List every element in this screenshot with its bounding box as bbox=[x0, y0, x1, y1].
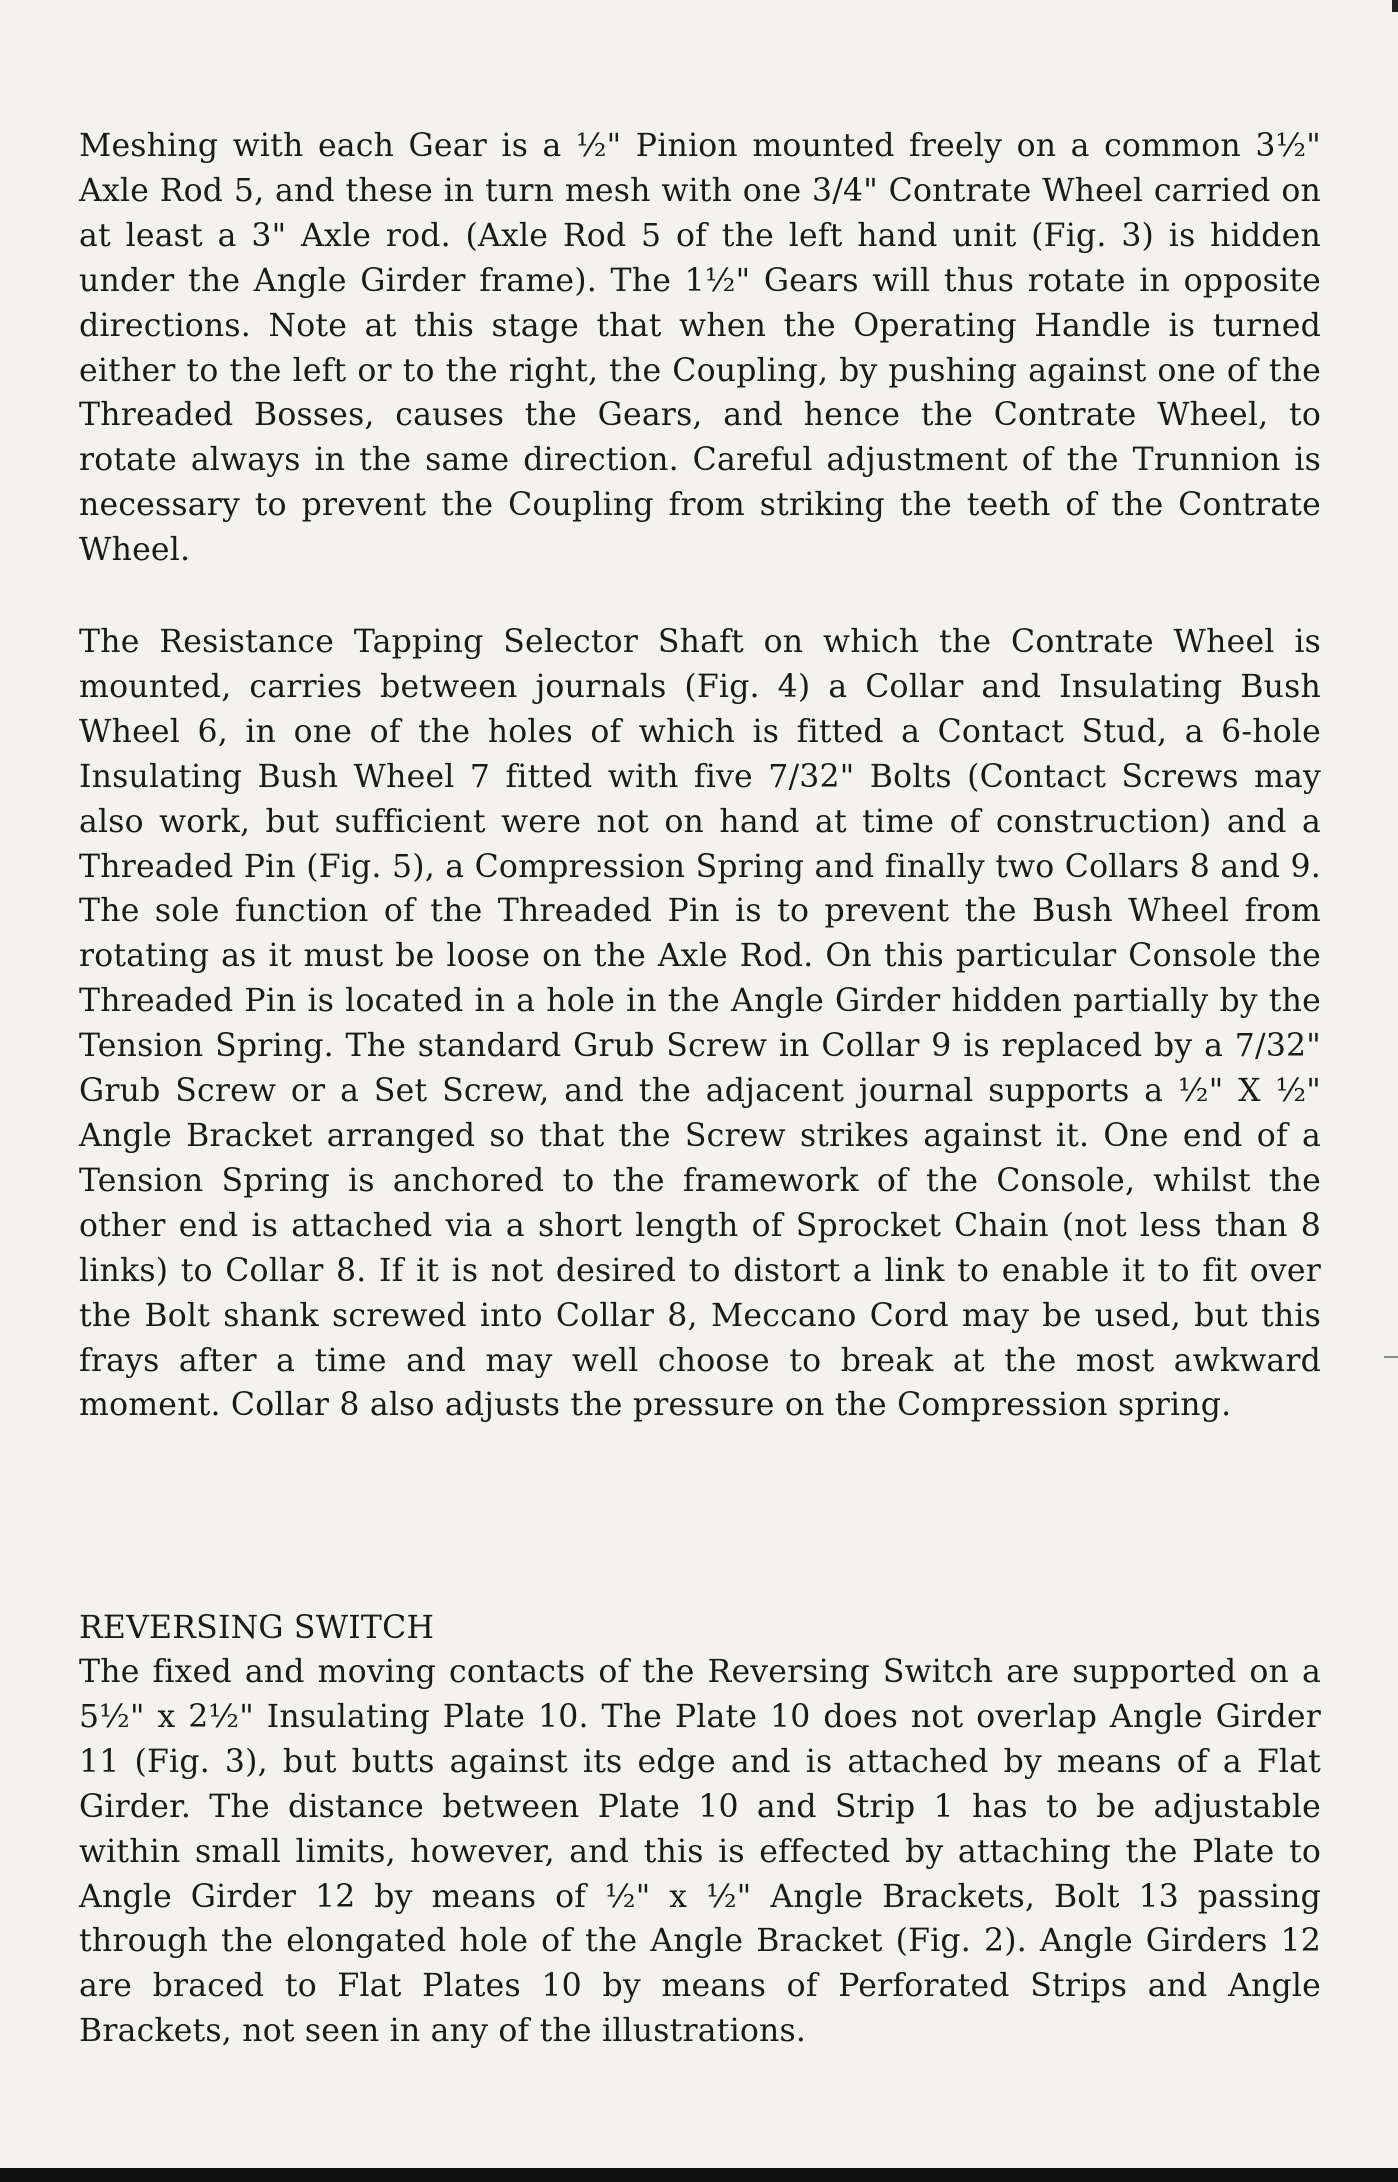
page-edge-mark bbox=[1392, 0, 1398, 12]
section-heading: REVERSING SWITCH bbox=[79, 1610, 435, 1646]
paragraph-selector-shaft: The Resistance Tapping Selector Shaft on which the Contrate Wheel is mounted, carries between journals (Fig. 4) a Collar and Insulating Bush Wheel 6, in one of the holes of which is fitted a Contact Stud, a 6-hole Insulating Bush Wheel 7 fitted with five 7/32" Bolts (Contact Screws may also work, but sufficient were not on hand at time of construction) and a Threaded Pin (Fig. 5), a Compression Spring and finally two Collars 8 and 9. The sole function of the Threaded Pin is to prevent the Bush Wheel from rotating as it must be loose on the Axle Rod. On this particular Console the Threaded Pin is located in a hole in the Angle Girder hidden partially by the Tension Spring. The standard Grub Screw in Collar 9 is replaced by a 7/32" Grub Screw or a Set Screw, and the adjacent journal supports a ½" X ½" Angle Bracket arranged so that the Screw strikes against it. One end of a Tension Spring is anchored to the framework of the Console, whilst the other end is attached via a short length of Sprocket Chain (not less than 8 links) to Collar 8. If it is not desired to distort a link to enable it to fit over the Bolt shank screwed into Collar 8, Meccano Cord may be used, but this frays after a time and may well choose to break at the most awkward moment. Collar 8 also adjusts the pressure on the Compression spring. bbox=[79, 624, 1321, 1424]
paragraph-reversing-switch: The fixed and moving contacts of the Reversing Switch are supported on a 5½" x 2½" Insulating Plate 10. The Plate 10 does not overlap Angle Girder 11 (Fig. 3), but butts against its edge and is attached by means of a Flat Girder. The distance between Plate 10 and Strip 1 has to be adjustable within small limits, however, and this is effected by attaching the Plate to Angle Girder 12 by means of ½" x ½" Angle Brackets, Bolt 13 passing through the elongated hole of the Angle Bracket (Fig. 2). Angle Girders 12 are braced to Flat Plates 10 by means of Perforated Strips and Angle Brackets, not seen in any of the illustrations. bbox=[79, 1654, 1321, 2050]
margin-mark bbox=[1384, 1356, 1398, 1358]
scan-bottom-border bbox=[0, 2168, 1398, 2182]
paragraph-gears: Meshing with each Gear is a ½" Pinion mounted freely on a common 3½" Axle Rod 5, and these in turn mesh with one 3/4" Contrate Wheel carried on at least a 3" Axle rod. (Axle Rod 5 of the left hand unit (Fig. 3) is hidden under the Angle Girder frame). The 1½" Gears will thus rotate in opposite directions. Note at this stage that when the Operating Handle is turned either to the left or to the right, the Coupling, by pushing against one of the Threaded Bosses, causes the Gears, and hence the Contrate Wheel, to rotate always in the same direction. Careful adjustment of the Trunnion is necessary to prevent the Coupling from striking the teeth of the Contrate Wheel. bbox=[79, 128, 1321, 569]
